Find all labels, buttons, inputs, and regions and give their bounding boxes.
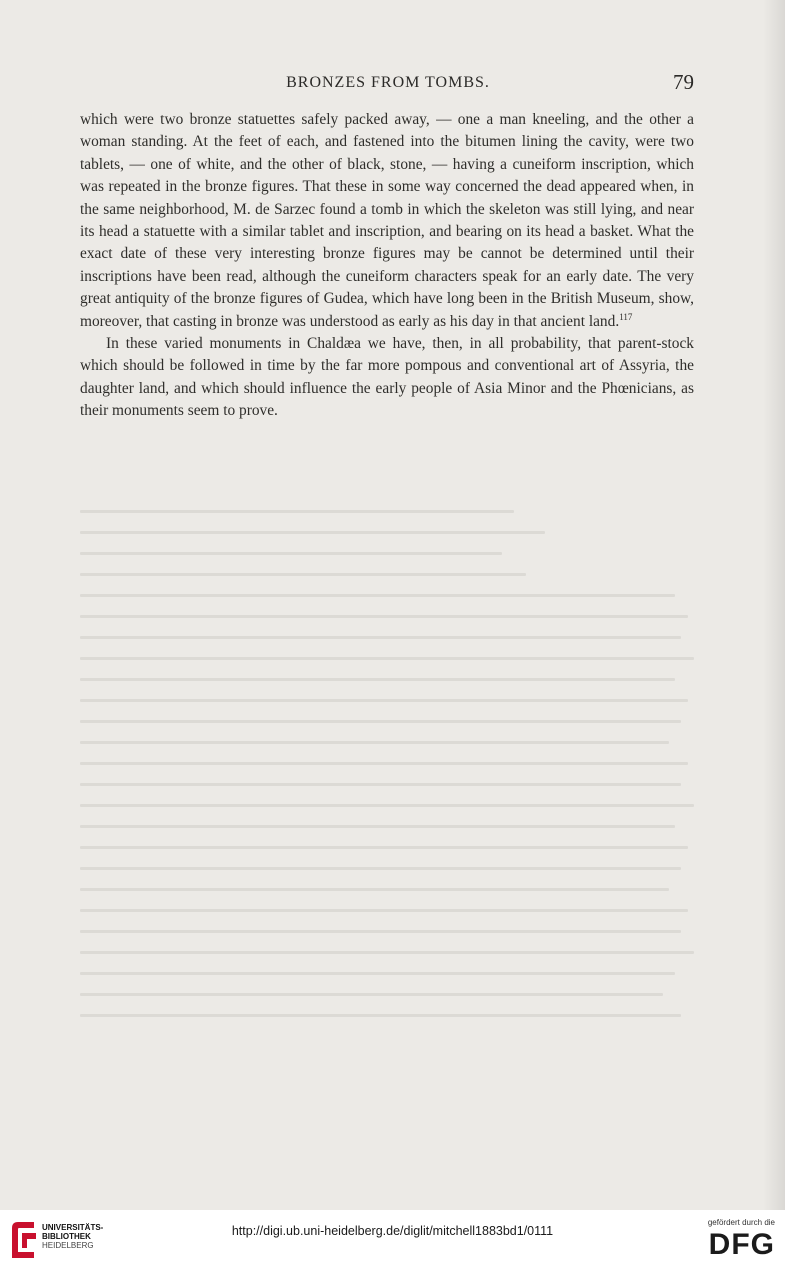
dfg-logo[interactable]: DFG: [708, 1228, 775, 1261]
funding-caption: gefördert durch die: [707, 1218, 775, 1227]
footnote-ref-117: 117: [619, 311, 633, 322]
library-line-1: UNIVERSITÄTS-: [42, 1223, 104, 1232]
funder-area: [685, 1216, 775, 1264]
page-header: [82, 70, 694, 100]
bleed-through-texture: [80, 510, 700, 1090]
body-text: [80, 109, 694, 423]
paragraph-2-text: In these varied monuments in Chaldæa we have, then, in all probability, that parent-stock which should be followed in time by the far more pompous and conventional art of Assyria, the daughter land, and which should influence the early people of Asia Minor and the Phœnicians, as their monuments seem to prove.: [80, 335, 694, 420]
permalink-url[interactable]: http://digi.ub.uni-heidelberg.de/diglit/mitchell1883bd1/0111: [231, 1224, 554, 1238]
page-number: 79: [673, 70, 694, 94]
footer-bar: [0, 1210, 785, 1266]
library-line-2: BIBLIOTHEK: [42, 1232, 91, 1241]
paragraph-2: [80, 333, 694, 423]
library-line-3: HEIDELBERG: [42, 1241, 94, 1250]
running-title: BRONZES FROM TOMBS.: [286, 74, 490, 91]
paragraph-1: [80, 109, 694, 333]
paragraph-1-text: which were two bronze statuettes safely packed away, — one a man kneeling, and the other a woman standing. At the feet of each, and fastened into the bitumen lining the cavity, were two tablets, — one of white, and the other of black, stone, — having a cuneiform inscription, which was repeated in the bronze figures. That these in some way concerned the dead appeared when, in the same neighborhood, M. de Sarzec found a tomb in which the skeleton was still lying, and near its head a statuette with a similar tablet and inscription, and bearing on its head a basket. What the exact date of these very interesting bronze figures may be cannot be determined until their inscriptions have been read, although the cuneiform characters speak for an early date. The very great antiquity of the bronze figures of Gudea, which have long been in the British Museum, show, moreover, that casting in bronze was understood as early as his day in that ancient land.: [80, 111, 694, 330]
